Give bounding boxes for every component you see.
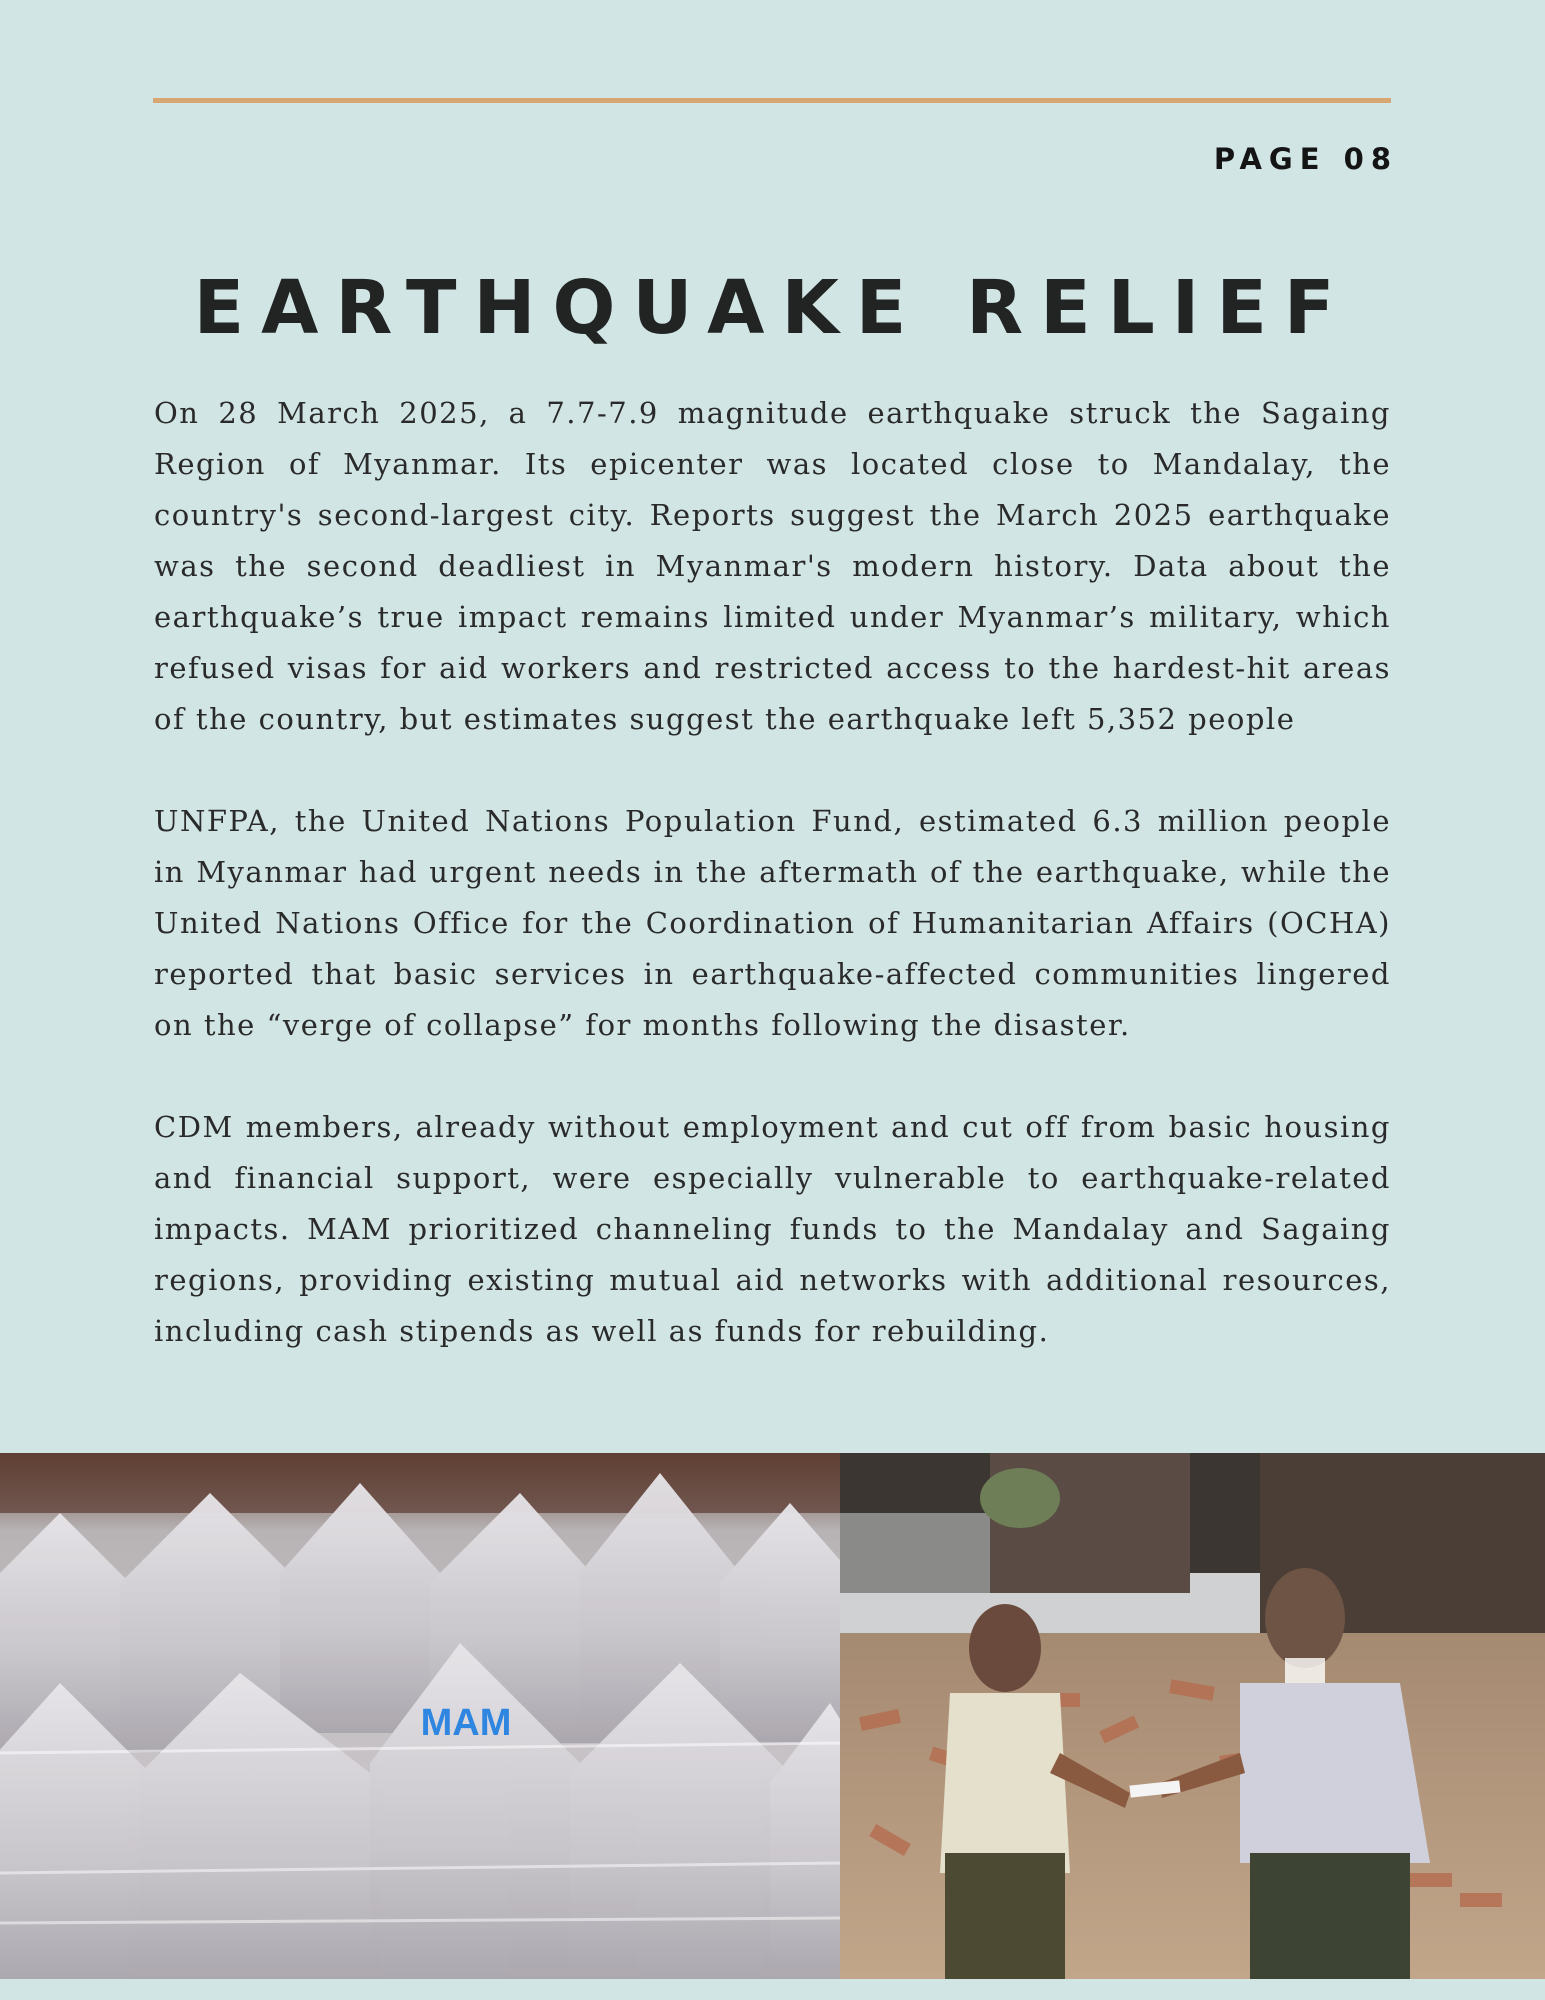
food-packages-photo: [0, 1453, 840, 1979]
paragraph-1: On 28 March 2025, a 7.7-7.9 magnitude earthquake struck the Sagaing Region of Myanmar. Its epicenter was located close to Mandalay, the country's second-largest city. Reports suggest the March 2025 earthquake was the second deadliest in Myanmar's modern history. Data about the earthquake’s true impact remains limited under Myanmar’s military, which refused visas for aid workers and restricted access to the hardest-hit areas of the country, but estimates suggest the earthquake left 5,352 people: [154, 396, 1391, 736]
article-body: [154, 388, 1391, 1408]
photo-strip: [0, 1453, 1545, 1979]
paragraph-3: CDM members, already without employment and cut off from basic housing and financial support, were especially vulnerable to earthquake-related impacts. MAM prioritized channeling funds to the Mandalay and Sagaing regions, providing existing mutual aid networks with additional resources, including cash stipends as well as funds for rebuilding.: [154, 1110, 1391, 1348]
paragraph-2: UNFPA, the United Nations Population Fund, estimated 6.3 million people in Myanmar had urgent needs in the aftermath of the earthquake, while the United Nations Office for the Coordination of Humanitarian Affairs (OCHA) reported that basic services in earthquake-affected communities lingered on the “verge of collapse” for months following the disaster.: [154, 804, 1391, 1042]
mam-logo-text: MAM: [420, 1702, 512, 1744]
page-number: PAGE 08: [1213, 142, 1398, 176]
page-title: EARTHQUAKE RELIEF: [193, 265, 1352, 351]
aid-handover-photo: [840, 1453, 1545, 1979]
header-rule: [153, 98, 1391, 103]
